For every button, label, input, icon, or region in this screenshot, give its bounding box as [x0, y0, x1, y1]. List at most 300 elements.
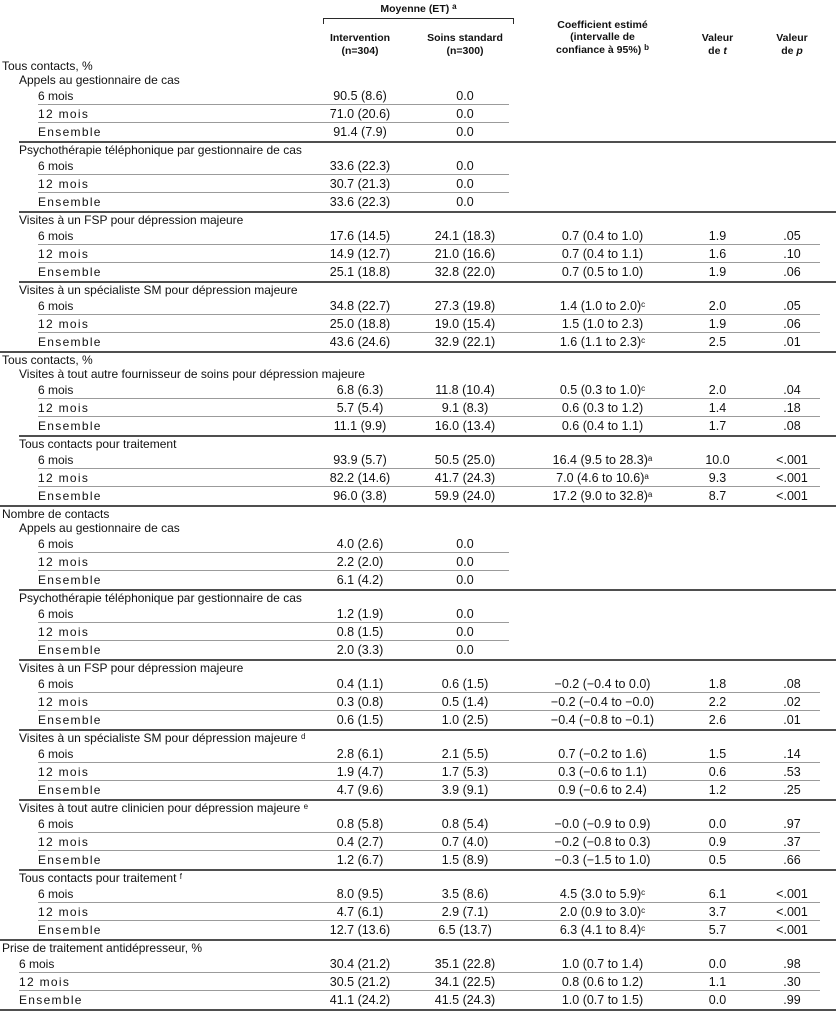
col-header-valeur-t: Valeur de t — [701, 32, 734, 57]
cell-valeur-p: .06 — [783, 317, 801, 331]
cell-coefficient — [515, 955, 690, 973]
cell-valeur-t: 1.9 — [708, 317, 727, 331]
cell-valeur-t — [690, 571, 745, 589]
row-label: 6 mois — [38, 817, 74, 831]
row-label: 6 mois — [38, 887, 74, 901]
cell-coefficient — [515, 991, 690, 1009]
table-row — [0, 641, 839, 659]
cell-valeur-p: .99 — [783, 993, 801, 1007]
cell-coefficient — [515, 535, 690, 553]
cell-valeur-t: 0.0 — [708, 957, 727, 971]
cell-intervention: 82.2 (14.6) — [329, 471, 391, 485]
cell-soins-standard: 0.5 (1.4) — [441, 695, 489, 709]
table-row — [0, 955, 839, 973]
cell-soins-standard: 1.5 (8.9) — [441, 853, 489, 867]
cell-valeur-t: 2.5 — [708, 335, 727, 349]
cell-intervention: 1.9 (4.7) — [336, 765, 384, 779]
table-row — [0, 105, 839, 123]
cell-soins-standard: 0.7 (4.0) — [441, 835, 489, 849]
coef-value: −0.4 (−0.8 to −0.1) — [550, 713, 655, 727]
cell-soins-standard: 0.6 (1.5) — [441, 677, 489, 691]
coef-value: 0.7 (−0.2 to 1.6) — [558, 747, 647, 761]
cell-intervention: 0.8 (1.5) — [336, 625, 384, 639]
cell-valeur-t: 2.0 — [708, 383, 727, 397]
coef-value: 1.6 (1.1 to 2.3) — [559, 335, 642, 349]
coef-value: 7.0 (4.6 to 10.6) — [556, 471, 645, 485]
cell-intervention: 30.7 (21.3) — [329, 177, 391, 191]
row-label: 12 mois — [38, 695, 90, 709]
cell-valeur-p: .08 — [783, 677, 801, 691]
cell-soins-standard: 0.0 — [456, 177, 474, 191]
cell-soins-standard: 32.9 (22.1) — [434, 335, 496, 349]
cell-intervention: 2.8 (6.1) — [336, 747, 384, 761]
cell-valeur-t: 2.0 — [708, 299, 727, 313]
table-row — [0, 605, 839, 623]
cell-coefficient — [515, 973, 690, 991]
table-row — [0, 693, 839, 711]
group-label-text: Appels au gestionnaire de cas — [19, 521, 180, 535]
group-label — [0, 73, 839, 87]
footnote-marker: c — [641, 888, 646, 897]
cell-valeur-t: 1.8 — [708, 677, 727, 691]
cell-valeur-p — [745, 105, 839, 123]
cell-coefficient — [515, 105, 690, 123]
coef-value: 0.3 (−0.6 to 1.1) — [558, 765, 647, 779]
cell-soins-standard: 50.5 (25.0) — [434, 453, 496, 467]
cell-coefficient — [515, 227, 690, 245]
cell-valeur-p: .01 — [783, 713, 801, 727]
cell-coefficient — [515, 763, 690, 781]
cell-soins-standard: 35.1 (22.8) — [434, 957, 496, 971]
row-label: Ensemble — [38, 853, 102, 867]
cell-soins-standard: 11.8 (10.4) — [435, 383, 495, 397]
group-header-row — [0, 367, 839, 381]
footnote-marker: a — [647, 490, 653, 499]
cell-valeur-p: .66 — [783, 853, 801, 867]
group-label-text: Visites à un spécialiste SM pour dépression majeure — [19, 731, 298, 745]
table-row — [0, 297, 839, 315]
cell-coefficient — [515, 833, 690, 851]
moyenne-label: Moyenne (ET) — [380, 3, 450, 15]
table-row — [0, 903, 839, 921]
coef-value: 1.0 (0.7 to 1.5) — [561, 993, 644, 1007]
cell-intervention: 5.7 (5.4) — [336, 401, 384, 415]
cell-valeur-p: .18 — [783, 401, 801, 415]
group-header-row — [0, 143, 839, 157]
coef-value: 17.2 (9.0 to 32.8) — [552, 489, 648, 503]
row-label: Ensemble — [38, 923, 102, 937]
cell-soins-standard: 2.9 (7.1) — [441, 905, 489, 919]
cell-valeur-p: <.001 — [776, 905, 808, 919]
cell-coefficient — [515, 263, 690, 281]
row-label: 6 mois — [38, 89, 74, 103]
cell-valeur-p — [745, 87, 839, 105]
table-row — [0, 571, 839, 589]
group-label — [0, 213, 839, 227]
cell-valeur-t: 10.0 — [705, 453, 730, 467]
table-row — [0, 921, 839, 939]
row-label: 12 mois — [38, 765, 90, 779]
cell-valeur-t — [690, 123, 745, 141]
cell-valeur-t: 0.9 — [708, 835, 727, 849]
cell-intervention: 0.6 (1.5) — [336, 713, 384, 727]
table-header — [0, 0, 839, 59]
cell-valeur-p: .05 — [783, 299, 801, 313]
cell-valeur-t: 5.7 — [708, 923, 727, 937]
cell-intervention: 30.4 (21.2) — [329, 957, 391, 971]
cell-soins-standard: 6.5 (13.7) — [438, 923, 492, 937]
group-label-text: Tous contacts pour traitement — [19, 437, 177, 451]
group-label-text: Appels au gestionnaire de cas — [19, 73, 180, 87]
cell-valeur-t: 1.9 — [708, 229, 727, 243]
table-row — [0, 157, 839, 175]
cell-valeur-t — [690, 605, 745, 623]
row-label: 6 mois — [38, 229, 74, 243]
section-header-row — [0, 59, 839, 73]
row-label: Ensemble — [38, 195, 102, 209]
cell-intervention: 14.9 (12.7) — [329, 247, 391, 261]
coef-value: 0.6 (0.4 to 1.1) — [561, 419, 644, 433]
coef-value: 6.3 (4.1 to 8.4) — [559, 923, 642, 937]
cell-valeur-t: 1.7 — [708, 419, 727, 433]
cell-intervention: 4.0 (2.6) — [336, 537, 384, 551]
group-header-row — [0, 521, 839, 535]
cell-intervention: 2.0 (3.3) — [336, 643, 384, 657]
table-row — [0, 451, 839, 469]
cell-soins-standard: 16.0 (13.4) — [434, 419, 496, 433]
cell-valeur-t: 0.6 — [708, 765, 727, 779]
cell-intervention: 1.2 (1.9) — [336, 607, 384, 621]
group-header-row — [0, 437, 839, 451]
footnote-marker: a — [644, 472, 649, 481]
cell-intervention: 91.4 (7.9) — [333, 125, 387, 139]
row-label: Ensemble — [19, 993, 83, 1007]
cell-coefficient — [515, 487, 690, 507]
cell-valeur-p: .10 — [783, 247, 801, 261]
cell-soins-standard: 27.3 (19.8) — [434, 299, 496, 313]
table-row — [0, 469, 839, 487]
cell-intervention: 25.1 (18.8) — [329, 265, 391, 279]
cell-valeur-t: 8.7 — [708, 489, 727, 503]
cell-valeur-t: 1.1 — [708, 975, 727, 989]
group-label-text: Psychothérapie téléphonique par gestionnaire de cas — [19, 143, 302, 157]
row-label: Ensemble — [38, 573, 102, 587]
cell-intervention: 2.2 (2.0) — [336, 555, 384, 569]
cell-valeur-t — [690, 193, 745, 211]
row-label: 6 mois — [19, 957, 55, 971]
table-row — [0, 885, 839, 903]
col-header-intervention: Intervention (n=304) — [329, 32, 391, 57]
table-row — [0, 417, 839, 435]
group-header-row — [0, 801, 839, 815]
cell-intervention: 11.1 (9.9) — [333, 419, 387, 433]
row-label: 12 mois — [38, 177, 90, 191]
cell-soins-standard: 0.0 — [456, 195, 474, 209]
cell-coefficient — [515, 781, 690, 799]
row-label: Ensemble — [38, 783, 102, 797]
cell-valeur-t: 1.4 — [708, 401, 727, 415]
cell-valeur-p: .05 — [783, 229, 801, 243]
cell-soins-standard: 19.0 (15.4) — [434, 317, 496, 331]
cell-valeur-p: .30 — [783, 975, 801, 989]
cell-soins-standard: 3.9 (9.1) — [441, 783, 489, 797]
table-row — [0, 193, 839, 211]
cell-coefficient — [515, 315, 690, 333]
col-header-valeur-p: Valeur de p — [776, 32, 808, 57]
group-label — [0, 143, 839, 157]
cell-valeur-t: 0.5 — [708, 853, 727, 867]
row-label: Ensemble — [38, 489, 102, 503]
cell-valeur-t: 2.6 — [708, 713, 727, 727]
cell-coefficient — [515, 245, 690, 263]
cell-valeur-p: .08 — [783, 419, 801, 433]
cell-coefficient — [515, 711, 690, 729]
row-label: 12 mois — [19, 975, 71, 989]
cell-coefficient — [515, 623, 690, 641]
cell-valeur-p: .53 — [783, 765, 801, 779]
column-headers — [0, 19, 839, 60]
coef-value: 0.5 (0.3 to 1.0) — [559, 383, 642, 397]
cell-intervention: 33.6 (22.3) — [329, 195, 391, 209]
group-label — [0, 283, 839, 297]
row-label: 6 mois — [38, 607, 74, 621]
cell-coefficient — [515, 693, 690, 711]
cell-valeur-p: .01 — [783, 335, 801, 349]
coef-value: 1.4 (1.0 to 2.0) — [559, 299, 642, 313]
table-row — [0, 553, 839, 571]
footnote-marker: c — [641, 336, 646, 345]
table-row — [0, 851, 839, 869]
coef-value: −0.2 (−0.4 to −0.0) — [550, 695, 655, 709]
group-label-text: Psychothérapie téléphonique par gestionnaire de cas — [19, 591, 302, 605]
cell-valeur-t: 9.3 — [708, 471, 727, 485]
coef-value: 1.0 (0.7 to 1.4) — [561, 957, 644, 971]
cell-intervention: 43.6 (24.6) — [329, 335, 391, 349]
footnote-marker-a: a — [452, 2, 457, 11]
section-title: Tous contacts, % — [2, 59, 93, 73]
cell-intervention: 4.7 (9.6) — [336, 783, 384, 797]
cell-coefficient — [515, 399, 690, 417]
group-header-row — [0, 591, 839, 605]
row-label: 12 mois — [38, 107, 90, 121]
row-label: 6 mois — [38, 537, 74, 551]
cell-soins-standard: 0.0 — [456, 607, 474, 621]
coef-value: 0.9 (−0.6 to 2.4) — [558, 783, 647, 797]
footnote-marker: c — [641, 300, 646, 309]
cell-valeur-p: .37 — [783, 835, 801, 849]
cell-intervention: 71.0 (20.6) — [329, 107, 391, 121]
table-row — [0, 87, 839, 105]
cell-intervention: 96.0 (3.8) — [333, 489, 387, 503]
cell-coefficient — [515, 553, 690, 571]
cell-valeur-t: 0.0 — [708, 993, 727, 1007]
cell-valeur-t: 1.9 — [708, 265, 727, 279]
group-label — [0, 521, 839, 535]
row-label: 12 mois — [38, 247, 90, 261]
cell-intervention: 0.4 (1.1) — [336, 677, 384, 691]
cell-valeur-p: .06 — [783, 265, 801, 279]
cell-coefficient — [515, 745, 690, 763]
table-body — [0, 59, 839, 1011]
cell-coefficient — [515, 851, 690, 869]
cell-soins-standard: 9.1 (8.3) — [441, 401, 489, 415]
cell-valeur-t: 6.1 — [708, 887, 727, 901]
group-label-text: Tous contacts pour traitement — [19, 871, 177, 885]
footnote-marker: c — [641, 906, 646, 915]
cell-valeur-p — [745, 535, 839, 553]
row-label: 12 mois — [38, 625, 90, 639]
coef-value: −0.2 (−0.8 to 0.3) — [554, 835, 651, 849]
cell-valeur-p: <.001 — [776, 887, 808, 901]
row-label: 6 mois — [38, 747, 74, 761]
cell-intervention: 1.2 (6.7) — [336, 853, 384, 867]
cell-valeur-p — [745, 553, 839, 571]
footnote-marker: a — [647, 454, 653, 463]
footnote-marker: c — [641, 924, 646, 933]
row-label: Ensemble — [38, 713, 102, 727]
coef-value: 0.6 (0.3 to 1.2) — [561, 401, 644, 415]
row-label: 12 mois — [38, 905, 90, 919]
group-label — [0, 661, 839, 675]
row-label: Ensemble — [38, 419, 102, 433]
col-header-soins-standard: Soins standard (n=300) — [427, 32, 503, 57]
cell-valeur-p — [745, 605, 839, 623]
footnote-marker: f — [179, 872, 182, 881]
cell-intervention: 0.8 (5.8) — [336, 817, 384, 831]
cell-soins-standard: 0.0 — [456, 555, 474, 569]
table-row — [0, 333, 839, 351]
coef-value: −0.2 (−0.4 to 0.0) — [554, 677, 651, 691]
cell-coefficient — [515, 87, 690, 105]
cell-intervention: 8.0 (9.5) — [336, 887, 384, 901]
cell-soins-standard: 41.7 (24.3) — [434, 471, 496, 485]
row-label: Ensemble — [38, 335, 102, 349]
cell-soins-standard: 0.0 — [456, 107, 474, 121]
cell-soins-standard: 0.0 — [456, 573, 474, 587]
section-header-row — [0, 507, 839, 521]
coef-value: 4.5 (3.0 to 5.9) — [559, 887, 642, 901]
cell-valeur-t: 2.2 — [708, 695, 727, 709]
cell-intervention: 6.1 (4.2) — [336, 573, 384, 587]
table-row — [0, 535, 839, 553]
cell-valeur-p: <.001 — [776, 923, 808, 937]
cell-coefficient — [515, 641, 690, 659]
row-label: 6 mois — [38, 159, 74, 173]
cell-valeur-p: .98 — [783, 957, 801, 971]
section-title: Prise de traitement antidépresseur, % — [2, 941, 203, 955]
cell-soins-standard: 0.0 — [456, 537, 474, 551]
cell-coefficient — [515, 175, 690, 193]
cell-intervention: 0.3 (0.8) — [336, 695, 384, 709]
row-label: 6 mois — [38, 299, 74, 313]
table-row — [0, 263, 839, 281]
table-row — [0, 487, 839, 505]
cell-coefficient — [515, 123, 690, 141]
cell-valeur-p — [745, 641, 839, 659]
cell-coefficient — [515, 675, 690, 693]
cell-coefficient — [515, 157, 690, 175]
cell-intervention: 93.9 (5.7) — [333, 453, 387, 467]
cell-valeur-p — [745, 623, 839, 641]
row-label: 12 mois — [38, 401, 90, 415]
footnote-marker-b: b — [644, 42, 649, 52]
group-label — [0, 437, 839, 451]
cell-intervention: 34.8 (22.7) — [329, 299, 391, 313]
cell-coefficient — [515, 193, 690, 211]
footnote-marker: e — [303, 802, 309, 811]
cell-valeur-t — [690, 535, 745, 553]
section-header-row — [0, 941, 839, 955]
cell-valeur-p: .14 — [783, 747, 801, 761]
group-header-row — [0, 213, 839, 227]
cell-valeur-p: .02 — [783, 695, 801, 709]
cell-valeur-p — [745, 193, 839, 211]
coef-value: 16.4 (9.5 to 28.3) — [552, 453, 648, 467]
cell-coefficient — [515, 571, 690, 589]
row-label: 6 mois — [38, 453, 74, 467]
cell-valeur-t: 3.7 — [708, 905, 727, 919]
group-header-row — [0, 731, 839, 745]
table-row — [0, 711, 839, 729]
table-row — [0, 833, 839, 851]
cell-soins-standard: 0.8 (5.4) — [441, 817, 489, 831]
cell-intervention: 25.0 (18.8) — [329, 317, 391, 331]
coef-value: −0.3 (−1.5 to 1.0) — [554, 853, 651, 867]
cell-intervention: 4.7 (6.1) — [336, 905, 384, 919]
cell-soins-standard: 2.1 (5.5) — [441, 747, 489, 761]
table-row — [0, 227, 839, 245]
cell-valeur-p: <.001 — [776, 471, 808, 485]
coef-value: 1.5 (1.0 to 2.3) — [561, 317, 644, 331]
coef-value: 0.7 (0.4 to 1.1) — [561, 247, 644, 261]
row-label: Ensemble — [38, 125, 102, 139]
cell-intervention: 6.8 (6.3) — [336, 383, 384, 397]
cell-coefficient — [515, 605, 690, 623]
cell-valeur-t: 1.6 — [708, 247, 727, 261]
cell-coefficient — [515, 333, 690, 353]
cell-intervention: 41.1 (24.2) — [329, 993, 391, 1007]
table-row — [0, 123, 839, 141]
table-row — [0, 675, 839, 693]
footnote-marker: c — [641, 384, 646, 393]
row-label: Ensemble — [38, 643, 102, 657]
cell-valeur-p — [745, 123, 839, 141]
cell-soins-standard: 41.5 (24.3) — [434, 993, 496, 1007]
cell-soins-standard: 1.7 (5.3) — [441, 765, 489, 779]
cell-valeur-t — [690, 641, 745, 659]
group-header-row — [0, 871, 839, 885]
cell-soins-standard: 0.0 — [456, 625, 474, 639]
cell-soins-standard: 32.8 (22.0) — [434, 265, 496, 279]
table-row — [0, 315, 839, 333]
group-header-row — [0, 73, 839, 87]
row-label: 12 mois — [38, 471, 90, 485]
row-label: 6 mois — [38, 677, 74, 691]
row-label: Ensemble — [38, 265, 102, 279]
table-row — [0, 399, 839, 417]
table-row — [0, 781, 839, 799]
cell-intervention: 0.4 (2.7) — [336, 835, 384, 849]
cell-valeur-p: .97 — [783, 817, 801, 831]
table-row — [0, 745, 839, 763]
cell-valeur-p — [745, 571, 839, 589]
cell-intervention: 90.5 (8.6) — [333, 89, 387, 103]
group-label-text: Visites à un spécialiste SM pour dépression majeure — [19, 283, 298, 297]
cell-valeur-t — [690, 175, 745, 193]
coef-value: 0.7 (0.4 to 1.0) — [561, 229, 644, 243]
cell-valeur-p: .25 — [783, 783, 801, 797]
section-title: Tous contacts, % — [2, 353, 93, 367]
